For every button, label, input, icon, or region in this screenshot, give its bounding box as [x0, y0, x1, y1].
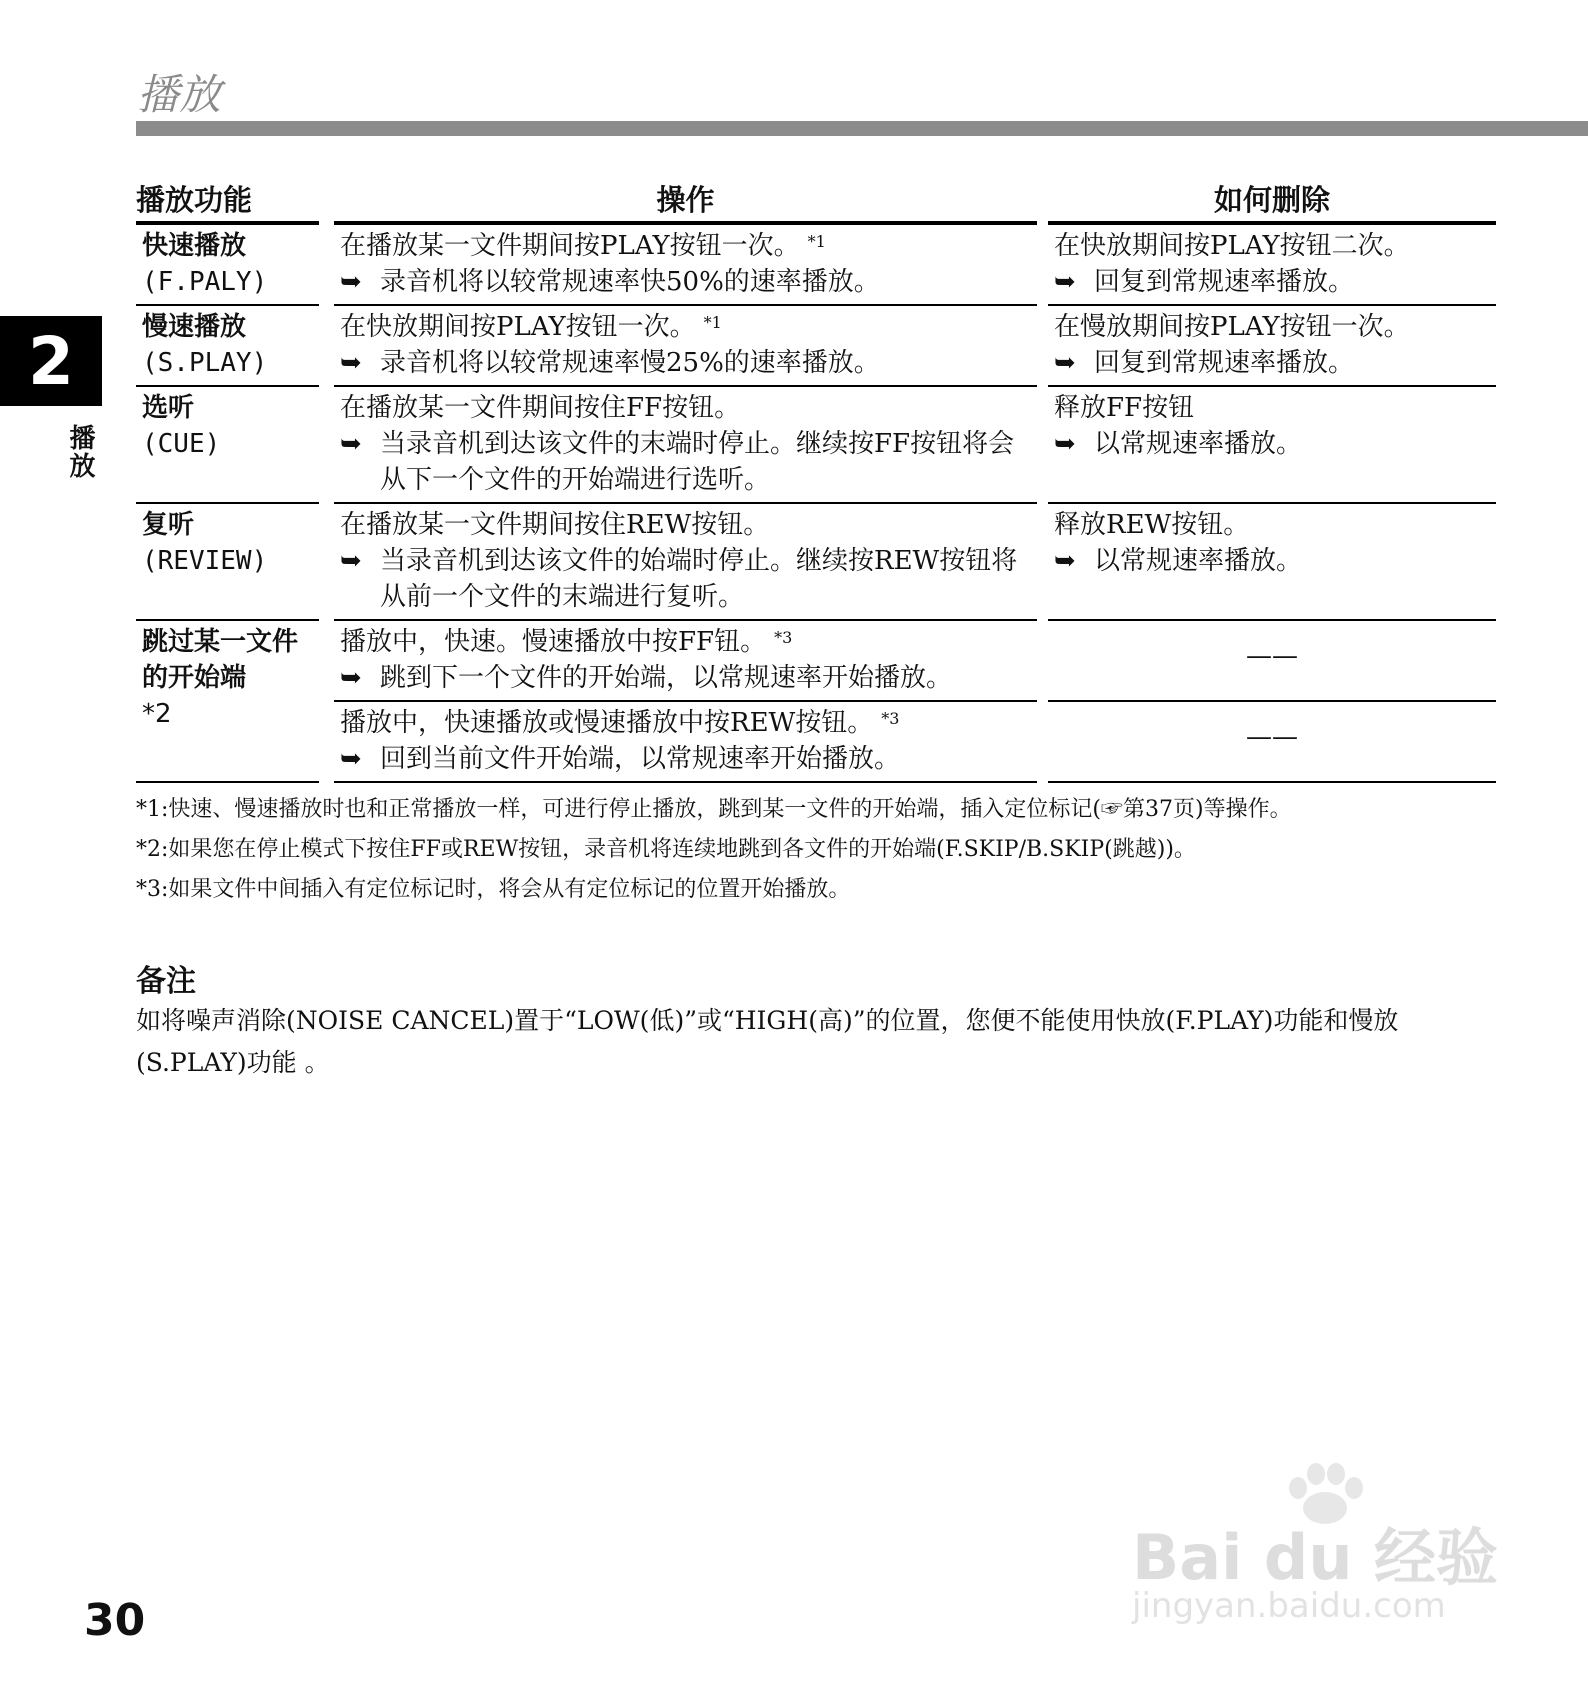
operation-cell	[334, 504, 1037, 621]
header-cancel: 如何删除	[1048, 176, 1496, 225]
function-name: 选听	[142, 393, 195, 423]
function-name: 慢速播放	[142, 312, 247, 342]
arrow-icon: ➥	[340, 267, 362, 297]
operation-text: 播放中，快速播放或慢速播放中按REW按钮。	[340, 708, 874, 738]
arrow-icon: ➥	[1054, 546, 1076, 576]
arrow-icon: ➥	[340, 546, 362, 576]
footnote-ref: *3	[774, 628, 793, 647]
remark-title: 备注	[136, 964, 196, 999]
table-header-row	[136, 176, 1496, 225]
operation-result: 当录音机到达该文件的始端时停止。继续按REW按钮将从前一个文件的末端进行复听。	[380, 546, 1018, 612]
table-row	[136, 387, 1496, 504]
cancel-cell	[1048, 621, 1496, 702]
function-code: (S.PLAY)	[142, 348, 268, 378]
cancel-result: 以常规速率播放。	[1094, 429, 1303, 459]
watermark-url: jingyan.baidu.com	[1132, 1586, 1446, 1626]
chapter-label: 播放	[65, 424, 95, 480]
function-name: 复听	[142, 510, 195, 540]
operation-result: 录音机将以较常规速率慢25%的速率播放。	[380, 348, 880, 378]
cancel-result: 回复到常规速率播放。	[1094, 348, 1355, 378]
footnote-ref: *2	[142, 699, 172, 729]
arrow-icon: ➥	[1054, 267, 1076, 297]
operation-text: 在播放某一文件期间按住REW按钮。	[340, 510, 770, 540]
cancel-cell	[1048, 504, 1496, 621]
function-code: (CUE)	[142, 429, 221, 459]
cancel-cell	[1048, 225, 1496, 306]
cancel-text: 释放REW按钮。	[1054, 510, 1250, 540]
cancel-none: ——	[1246, 722, 1298, 752]
operation-text: 在快放期间按PLAY按钮一次。	[340, 312, 696, 342]
cancel-text: 在快放期间按PLAY按钮二次。	[1054, 231, 1410, 261]
operation-cell	[334, 621, 1037, 702]
watermark-logo-text: Bai du 经验	[1132, 1521, 1499, 1594]
header-operation: 操作	[334, 176, 1037, 225]
arrow-icon: ➥	[340, 663, 362, 693]
footnote-ref: *1	[703, 313, 722, 332]
header-bar	[136, 121, 1588, 136]
function-cell	[136, 225, 319, 306]
table-row	[136, 702, 1496, 783]
footnote-ref: *3	[881, 709, 900, 728]
arrow-icon: ➥	[1054, 429, 1076, 459]
function-name: 跳过某一文件的开始端	[142, 627, 299, 693]
footnote-2: *2:如果您在停止模式下按住FF或REW按钮，录音机将连续地跳到各文件的开始端(F.SKIP/B.SKIP(跳越))。	[136, 837, 1196, 862]
function-code: (F.PALY)	[142, 267, 268, 297]
table-row	[136, 621, 1496, 702]
operation-result: 回到当前文件开始端，以常规速率开始播放。	[380, 744, 901, 774]
function-cell	[136, 306, 319, 387]
arrow-icon: ➥	[340, 429, 362, 459]
cancel-cell	[1048, 306, 1496, 387]
cancel-cell	[1048, 387, 1496, 504]
remark-body: 如将噪声消除(NOISE CANCEL)置于“LOW(低)”或“HIGH(高)”的位置，您便不能使用快放(F.PLAY)功能和慢放(S.PLAY)功能 。	[136, 1006, 1399, 1077]
playback-functions-table	[136, 176, 1496, 783]
cancel-text: 释放FF按钮	[1054, 393, 1195, 423]
cancel-cell	[1048, 702, 1496, 783]
function-name: 快速播放	[142, 231, 247, 261]
operation-result: 跳到下一个文件的开始端，以常规速率开始播放。	[380, 663, 953, 693]
operation-text: 在播放某一文件期间按住FF按钮。	[340, 393, 741, 423]
watermark	[1120, 1460, 1520, 1640]
table-row	[136, 225, 1496, 306]
function-cell	[136, 504, 319, 621]
operation-result: 当录音机到达该文件的末端时停止。继续按FF按钮将会从下一个文件的开始端进行选听。	[380, 429, 1015, 495]
operation-cell	[334, 387, 1037, 504]
chapter-tab: 2	[0, 316, 102, 406]
arrow-icon: ➥	[340, 744, 362, 774]
operation-result: 录音机将以较常规速率快50%的速率播放。	[380, 267, 880, 297]
function-cell	[136, 621, 319, 783]
header-function: 播放功能	[136, 176, 319, 225]
section-title: 播放	[137, 70, 222, 119]
footnotes	[136, 790, 1536, 910]
operation-cell	[334, 702, 1037, 783]
arrow-icon: ➥	[340, 348, 362, 378]
arrow-icon: ➥	[1054, 348, 1076, 378]
operation-text: 在播放某一文件期间按PLAY按钮一次。	[340, 231, 800, 261]
footnote-1: *1:快速、慢速播放时也和正常播放一样，可进行停止播放，跳到某一文件的开始端，插入定位标记(☞第37页)等操作。	[136, 797, 1292, 822]
cancel-result: 以常规速率播放。	[1094, 546, 1303, 576]
cancel-none: ——	[1246, 641, 1298, 671]
table-row	[136, 504, 1496, 621]
table-row	[136, 306, 1496, 387]
operation-cell	[334, 225, 1037, 306]
function-cell	[136, 387, 319, 504]
page-number: 30	[84, 1595, 146, 1646]
footnote-3: *3:如果文件中间插入有定位标记时，将会从有定位标记的位置开始播放。	[136, 877, 851, 902]
cancel-result: 回复到常规速率播放。	[1094, 267, 1355, 297]
function-code: (REVIEW)	[142, 546, 268, 576]
operation-cell	[334, 306, 1037, 387]
cancel-text: 在慢放期间按PLAY按钮一次。	[1054, 312, 1410, 342]
operation-text: 播放中，快速。慢速播放中按FF钮。	[340, 627, 767, 657]
footnote-ref: *1	[807, 232, 826, 251]
